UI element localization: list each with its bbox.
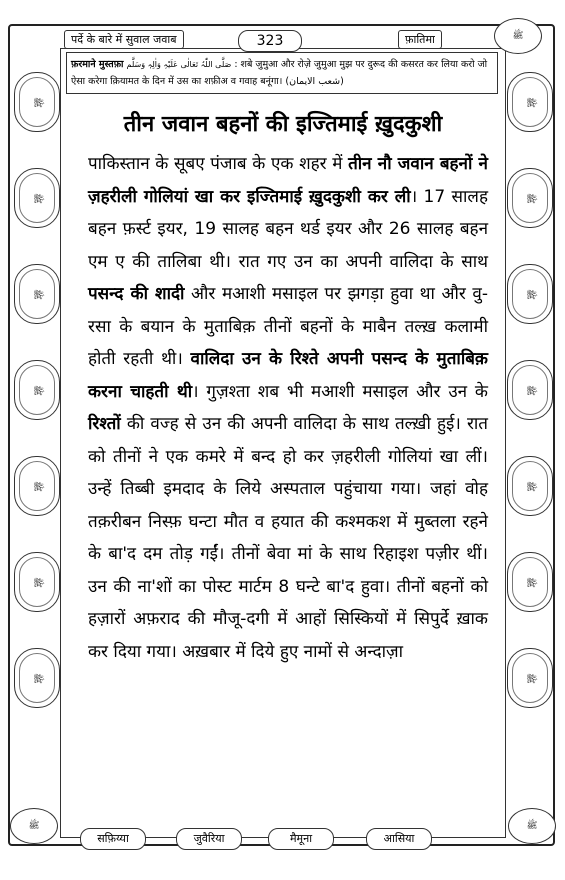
- body-s3: । 17 सालह बहन फ़र्स्ट इयर, 19 सालह बहन थर्ड इयर और 26 सालह बहन एम ए की तालिबा थी। रात गए उन का अपनी वालिदा के साथ: [88, 186, 488, 272]
- side-medallion-right: ﷺ: [507, 552, 553, 612]
- side-medallion-left: ﷺ: [14, 552, 60, 612]
- body-s9: की वज्ह से उन की अपनी वालिदा के साथ तल्ख़ी हुई। रात को तीनों ने एक कमरे में बन्द हो कर ज़हरीली गोलियां खा लीं। उन्हें तिब्बी इमदाद के लिये अस्पताल पहुंचाया गया। जहां वोह तक़रीबन निस्फ़ घन्टा मौत व हयात की कश्मकश में मुब्तला रहने के बा'द दम तोड़ गईं। तीनों बेवा मां के साथ रिहाइश पज़ीर थीं। उन की ना'शों का पोस्ट मार्टम 8 घन्टे बा'द हुवा। तीनों बहनों को हज़ारों अफ़राद की मौजू-दगी में आहों सिस्कियों में सिपुर्दे ख़ाक कर दिया गया। अख़बार में दिये हुए नामों से अन्दाज़ा: [88, 414, 488, 662]
- body-s4: पसन्द की शादी: [88, 284, 185, 304]
- bottom-right-medallion: ﷺ: [508, 808, 556, 844]
- header-line2: करेगा क़ियामत के दिन में उस का शफ़ीअ व गवाह बनूंगा।: [88, 76, 283, 87]
- side-medallion-right: ﷺ: [507, 648, 553, 708]
- body-s6: वालिदा उन के रिश्ते अपनी पसन्द के मुताबिक़ करना चाहती थी: [88, 349, 488, 402]
- bottom-label-1: सफ़िय्या: [80, 828, 146, 850]
- top-right-label: फ़ातिमा: [398, 30, 442, 49]
- top-left-label: पर्दे के बारे में सुवाल जवाब: [64, 30, 184, 49]
- header-source: (شعب الایمان): [285, 76, 344, 87]
- header-line1: : शबे जुमुआ और रोज़े जुमुआ मुझ पर दुरूद की कसरत कर लिया करो जो ऐसा: [71, 59, 488, 87]
- side-medallion-right: ﷺ: [507, 168, 553, 228]
- top-right-medallion: ﷺ: [494, 18, 542, 54]
- page-title: तीन जवान बहनों की इज्तिमाई ख़ुदकुशी: [123, 112, 443, 137]
- body-s8: रिश्तों: [88, 414, 121, 434]
- body-s5: और मआशी मसाइल पर झगड़ा हुवा था और वु-रसा के बयान के मुताबिक़ तीनों बहनों के माबैन तल्ख़ कलामी होती रहती थी।: [88, 284, 488, 369]
- header-prefix: फ़रमाने मुस्तफ़ा: [71, 59, 124, 70]
- body-s1: पाकिस्तान के सूबए पंजाब के एक शहर में: [88, 154, 349, 174]
- body-paragraph: [88, 148, 488, 668]
- bottom-label-2: जुवैरिया: [176, 828, 242, 850]
- bottom-label-3: मैमूना: [268, 828, 334, 850]
- side-medallion-left: ﷺ: [14, 72, 60, 132]
- side-medallion-right: ﷺ: [507, 264, 553, 324]
- side-medallion-right: ﷺ: [507, 72, 553, 132]
- header-arabic: صَلَّى اللّٰہُ تَعَالٰی عَلَیْہِ وَاٰلِہٖ وَسَلَّم: [126, 60, 232, 69]
- body-s2: तीन नौ जवान बहनों ने ज़हरीली गोलियां खा कर इज्तिमाई ख़ुदकुशी कर ली: [88, 154, 488, 207]
- side-medallion-left: ﷺ: [14, 648, 60, 708]
- side-medallion-left: ﷺ: [14, 264, 60, 324]
- side-medallion-right: ﷺ: [507, 456, 553, 516]
- side-medallion-right: ﷺ: [507, 360, 553, 420]
- bottom-left-medallion: ﷺ: [10, 808, 58, 844]
- side-medallion-left: ﷺ: [14, 168, 60, 228]
- bottom-label-4: आसिया: [366, 828, 432, 850]
- side-medallion-left: ﷺ: [14, 360, 60, 420]
- page-number: 323: [238, 30, 302, 52]
- side-medallion-left: ﷺ: [14, 456, 60, 516]
- header-hadith: [66, 52, 498, 94]
- body-s7: । गुज़श्ता शब भी मआशी मसाइल और उन के: [192, 381, 488, 402]
